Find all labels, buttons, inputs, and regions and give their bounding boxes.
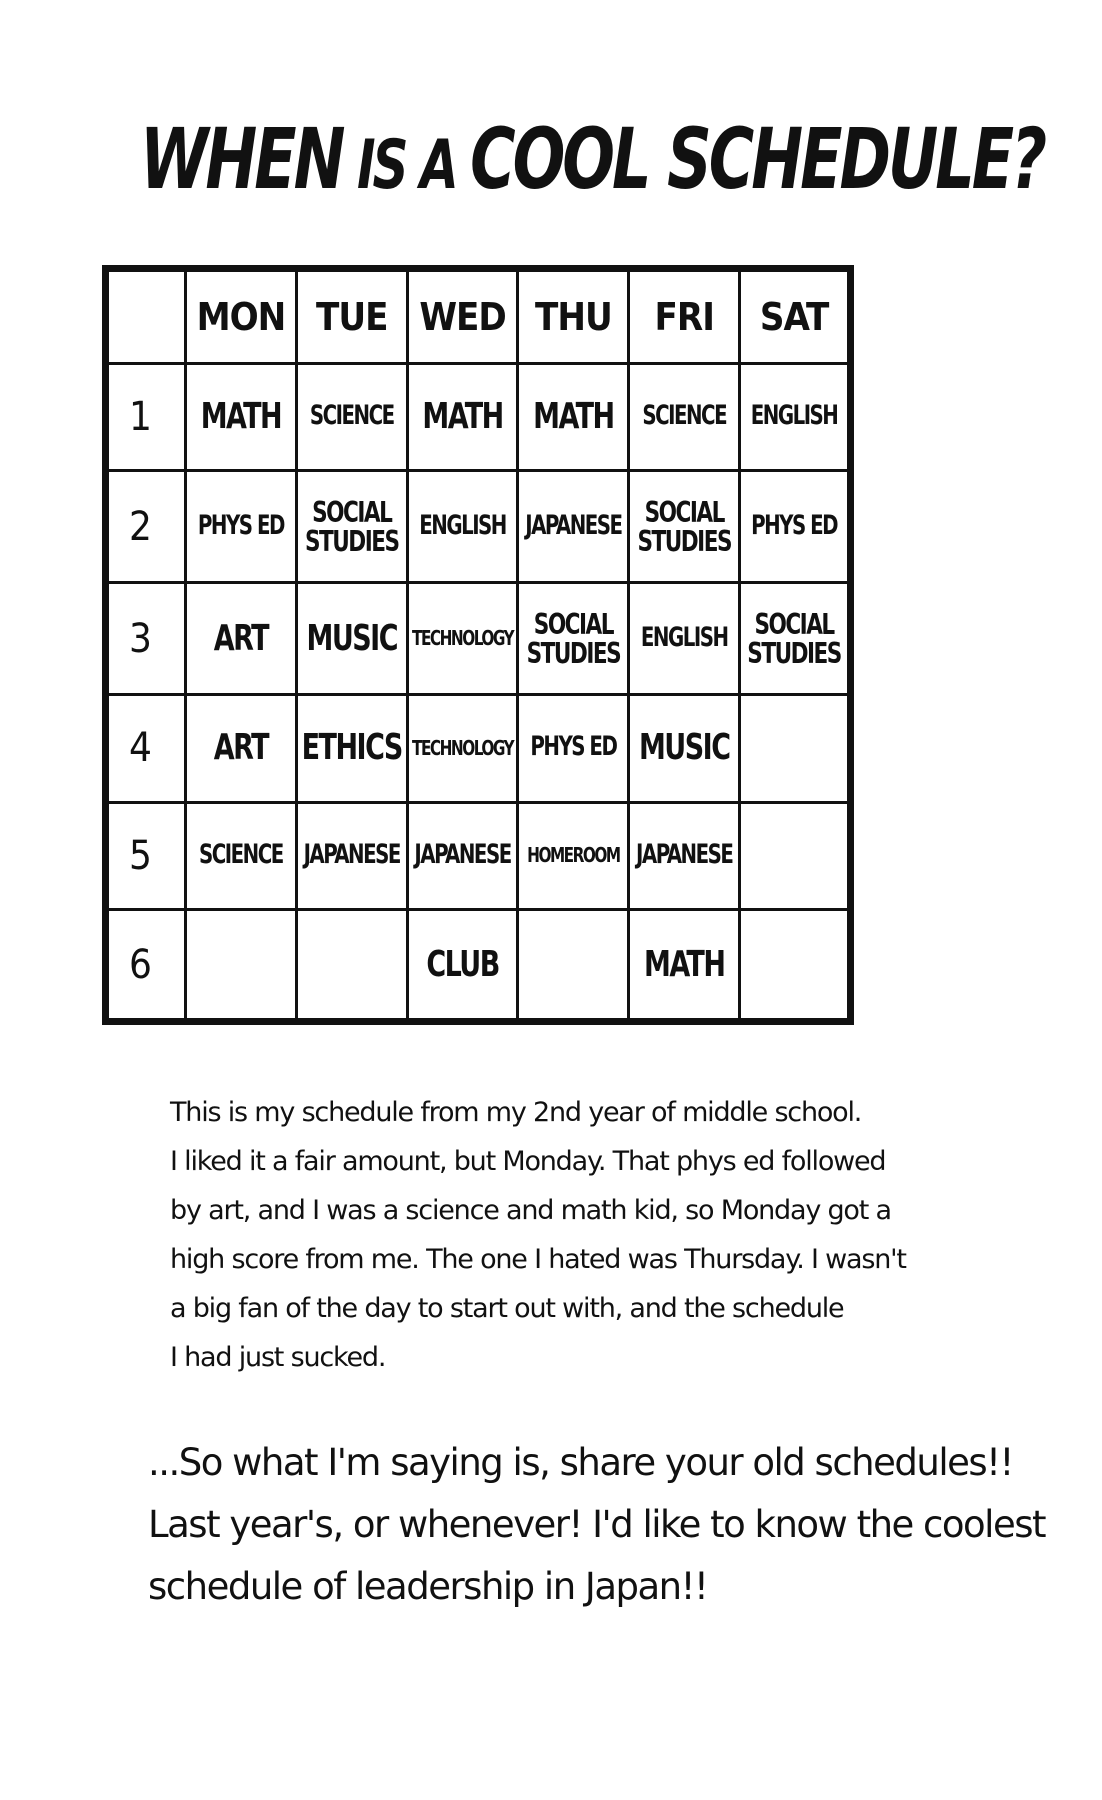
class-label: JAPANESE <box>636 840 733 871</box>
period-row <box>106 583 851 695</box>
class-cell <box>518 695 629 802</box>
title-cool-schedule: COOL SCHEDULE? <box>470 109 1045 209</box>
class-cell <box>629 802 740 909</box>
class-cell <box>296 695 407 802</box>
day-header: SAT <box>740 269 851 364</box>
class-cell <box>296 802 407 909</box>
closing-line: Last year's, or whenever! I'd like to know the coolest <box>148 1503 1046 1546</box>
period-number: 2 <box>106 471 186 583</box>
class-label: SOCIAL STUDIES <box>304 495 399 559</box>
period-row <box>106 364 851 471</box>
class-cell <box>407 695 518 802</box>
class-cell <box>407 802 518 909</box>
day-header: THU <box>518 269 629 364</box>
class-label: MUSIC <box>638 726 730 769</box>
class-label: ART <box>213 726 269 769</box>
class-cell <box>740 583 851 695</box>
class-label: TECHNOLOGY <box>412 627 514 652</box>
class-cell <box>629 910 740 1022</box>
period-number: 3 <box>106 583 186 695</box>
title-is-a: IS A <box>342 126 471 205</box>
class-label: MATH <box>533 395 614 438</box>
class-label: SCIENCE <box>309 401 394 432</box>
title-when: WHEN <box>140 109 343 209</box>
closing-message <box>148 1432 1068 1618</box>
period-row <box>106 802 851 909</box>
class-label: JAPANESE <box>414 840 511 871</box>
period-number: 4 <box>106 695 186 802</box>
class-label: SCIENCE <box>199 840 283 871</box>
closing-line: schedule of leadership in Japan!! <box>148 1565 708 1608</box>
note-line: I had just sucked. <box>170 1342 386 1373</box>
class-label: JAPANESE <box>303 840 400 871</box>
class-cell <box>296 471 407 583</box>
schedule-header-row <box>106 269 851 364</box>
class-cell <box>518 802 629 909</box>
note-line: a big fan of the day to start out with, and the schedule <box>170 1293 844 1324</box>
class-label: PHYS ED <box>530 732 617 763</box>
class-cell <box>740 910 851 1022</box>
class-cell <box>186 910 297 1022</box>
class-cell <box>518 471 629 583</box>
class-label: MATH <box>422 395 503 438</box>
class-cell <box>629 364 740 471</box>
class-label: MATH <box>200 395 282 438</box>
schedule-table <box>102 265 854 1025</box>
period-row <box>106 471 851 583</box>
class-cell <box>518 583 629 695</box>
class-label: PHYS ED <box>197 511 284 542</box>
note-line: high score from me. The one I hated was Thursday. I wasn't <box>170 1244 906 1275</box>
class-cell <box>296 364 407 471</box>
class-cell <box>186 695 297 802</box>
class-cell <box>186 471 297 583</box>
class-cell <box>740 471 851 583</box>
class-label: MATH <box>644 942 725 985</box>
day-header: WED <box>407 269 518 364</box>
class-cell <box>407 364 518 471</box>
class-cell <box>407 583 518 695</box>
class-cell <box>186 802 297 909</box>
class-label: SOCIAL STUDIES <box>747 607 841 670</box>
class-label: ETHICS <box>301 726 402 769</box>
period-number: 6 <box>106 910 186 1022</box>
period-number: 1 <box>106 364 186 471</box>
class-label: SCIENCE <box>642 401 727 432</box>
class-label: ENGLISH <box>419 511 506 542</box>
class-label: PHYS ED <box>751 511 838 542</box>
class-cell <box>407 910 518 1022</box>
schedule-corner-cell <box>106 269 186 364</box>
class-label: SOCIAL STUDIES <box>637 495 732 559</box>
class-label: HOMEROOM <box>527 844 620 869</box>
class-cell <box>296 910 407 1022</box>
class-label: SOCIAL STUDIES <box>526 607 621 670</box>
class-label: ENGLISH <box>750 401 838 432</box>
note-line: This is my schedule from my 2nd year of middle school. <box>170 1097 862 1128</box>
class-label: ART <box>213 617 269 660</box>
period-row <box>106 910 851 1022</box>
author-note <box>170 1088 930 1382</box>
class-cell <box>186 364 297 471</box>
class-cell <box>629 471 740 583</box>
class-label: MUSIC <box>306 617 398 660</box>
day-header: MON <box>186 269 297 364</box>
class-label: CLUB <box>426 942 499 985</box>
period-row <box>106 695 851 802</box>
class-cell <box>629 695 740 802</box>
class-label: ENGLISH <box>640 623 728 654</box>
class-cell <box>186 583 297 695</box>
class-cell <box>407 471 518 583</box>
class-cell <box>740 364 851 471</box>
class-label: JAPANESE <box>525 511 622 542</box>
day-header: FRI <box>629 269 740 364</box>
class-cell <box>296 583 407 695</box>
period-number: 5 <box>106 802 186 909</box>
note-line: by art, and I was a science and math kid, so Monday got a <box>170 1195 891 1226</box>
class-cell <box>740 802 851 909</box>
day-header: TUE <box>296 269 407 364</box>
page-title <box>140 109 1045 209</box>
closing-line: ...So what I'm saying is, share your old schedules!! <box>148 1441 1013 1484</box>
class-cell <box>518 910 629 1022</box>
class-cell <box>629 583 740 695</box>
class-label: TECHNOLOGY <box>412 736 514 761</box>
class-cell <box>518 364 629 471</box>
class-cell <box>740 695 851 802</box>
note-line: I liked it a fair amount, but Monday. That phys ed followed <box>170 1146 886 1177</box>
